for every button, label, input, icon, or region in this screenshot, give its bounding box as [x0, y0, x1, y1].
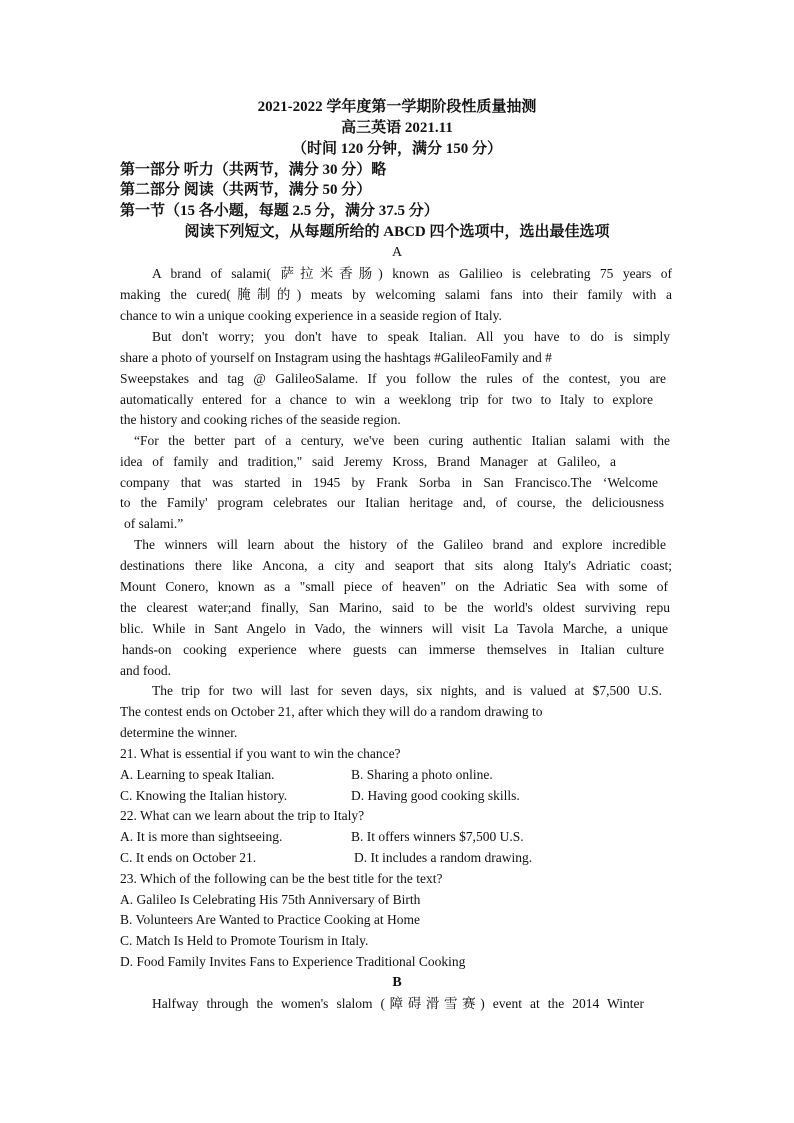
passage-line: The contest ends on October 21, after which they will do a random drawing to: [120, 704, 543, 719]
passage-line: to the Family' program celebrates our Italian heritage and, of course, the deliciousness: [120, 495, 664, 510]
question-23: 23. Which of the following can be the best title for the text?: [120, 871, 443, 886]
passage-line: and food.: [120, 663, 171, 678]
exam-time-note: （时间 120 分钟，满分 150 分）: [291, 141, 502, 157]
passage-line: “For the better part of a century, we've been curing authentic Italian salami with the: [134, 433, 670, 448]
passage-line: the clearest water;and finally, San Marino, said to be the world's oldest surviving repu: [120, 600, 670, 615]
passage-line: hands-on cooking experience where guests can immerse themselves in Italian culture: [122, 642, 664, 657]
passage-line: chance to win a unique cooking experience in a seaside region of Italy.: [120, 308, 502, 323]
passage-line: of salami.”: [124, 516, 184, 531]
passage-line: The trip for two will last for seven days, six nights, and is valued at $7,500 U.S.: [152, 683, 662, 698]
passage-line: share a photo of yourself on Instagram using the hashtags #GalileoFamily and #: [120, 350, 552, 365]
passage-line: blic. While in Sant Angelo in Vado, the winners will visit La Tavola Marche, a unique: [120, 621, 668, 636]
exam-subtitle: 高三英语 2021.11: [341, 120, 453, 136]
q21-option-d: D. Having good cooking skills.: [351, 788, 520, 803]
q22-option-b: B. It offers winners $7,500 U.S.: [351, 829, 524, 844]
q22-option-d: D. It includes a random drawing.: [354, 850, 533, 865]
q23-option-d: D. Food Family Invites Fans to Experience Traditional Cooking: [120, 954, 466, 969]
passage-a-label: A: [391, 245, 403, 260]
passage-line: A brand of salami( 萨拉米香肠) known as Galilieo is celebrating 75 years of: [152, 266, 672, 281]
q23-option-b: B. Volunteers Are Wanted to Practice Cooking at Home: [120, 912, 420, 927]
section-instruction: 阅读下列短文，从每题所给的 ABCD 四个选项中，选出最佳选项: [184, 224, 610, 240]
q23-option-a: A. Galileo Is Celebrating His 75th Anniversary of Birth: [120, 892, 421, 907]
passage-line: idea of family and tradition," said Jeremy Kross, Brand Manager at Galileo, a: [120, 454, 616, 469]
passage-b-label: B: [392, 975, 402, 990]
passage-line: making the cured(腌制的) meats by welcoming salami fans into their family with a: [120, 287, 672, 302]
section-node1: 第一节（15 各小题，每题 2.5 分，满分 37.5 分）: [120, 203, 439, 219]
passage-line: destinations there like Ancona, a city and seaport that sits along Italy's Adriatic coast;: [120, 558, 672, 573]
q22-option-c: C. It ends on October 21.: [120, 850, 257, 865]
passage-line: The winners will learn about the history of the Galileo brand and explore incredible: [134, 537, 666, 552]
exam-title: 2021-2022 学年度第一学期阶段性质量抽测: [257, 99, 537, 115]
q21-option-b: B. Sharing a photo online.: [351, 767, 493, 782]
q22-option-a: A. It is more than sightseeing.: [120, 829, 283, 844]
passage-line: Halfway through the women's slalom (障碍滑雪赛) event at the 2014 Winter: [152, 996, 644, 1011]
question-22: 22. What can we learn about the trip to Italy?: [120, 808, 365, 823]
q21-option-c: C. Knowing the Italian history.: [120, 788, 288, 803]
section-part1: 第一部分 听力（共两节，满分 30 分）略: [120, 162, 387, 178]
passage-line: But don't worry; you don't have to speak Italian. All you have to do is simply: [152, 329, 670, 344]
passage-line: Sweepstakes and tag @ GalileoSalame. If you follow the rules of the contest, you are: [120, 371, 666, 386]
passage-line: company that was started in 1945 by Frank Sorba in San Francisco.The ‘Welcome: [120, 475, 658, 490]
section-part2: 第二部分 阅读（共两节，满分 50 分）: [120, 182, 372, 198]
question-21: 21. What is essential if you want to win the chance?: [120, 746, 401, 761]
passage-line: Mount Conero, known as a "small piece of heaven" on the Adriatic Sea with some of: [120, 579, 668, 594]
passage-line: determine the winner.: [120, 725, 238, 740]
q21-option-a: A. Learning to speak Italian.: [120, 767, 275, 782]
passage-line: the history and cooking riches of the seaside region.: [120, 412, 401, 427]
passage-line: automatically entered for a chance to win a weeklong trip for two to Italy to explore: [120, 392, 653, 407]
q23-option-c: C. Match Is Held to Promote Tourism in Italy.: [120, 933, 369, 948]
